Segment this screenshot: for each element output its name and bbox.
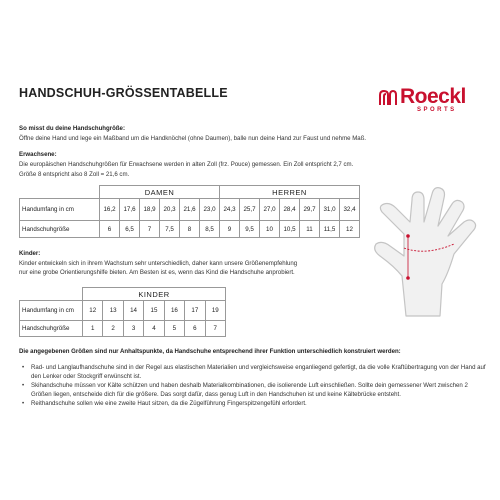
size-cell: 9 [220,221,240,238]
size-cell: 8 [180,221,200,238]
size-cell: 8,5 [200,221,220,238]
measure-heading: So misst du deine Handschuhgröße: [19,125,125,132]
size-cell: 12 [340,221,360,238]
circumference-cell: 18,9 [140,199,160,221]
measure-text: Öffne deine Hand und lege ein Maßband um die Handknöchel (ohne Daumen), balle nun deine Hand zur Faust und nehme Maß. [19,135,367,142]
circumference-cell: 20,3 [160,199,180,221]
kids-size-cell: 7 [205,321,225,337]
brand-logo [378,85,488,121]
men-header: HERREN [220,186,360,199]
list-item: • Reithandschuhe sollen wie eine zweite Haut sitzen, da die Zügelführung Fingerspitzengefühl erfordert. [19,400,489,409]
kids-size-cell: 2 [103,321,123,337]
kids-size-cell: 3 [123,321,143,337]
kids-circumference-cell: 16 [164,301,184,321]
circumference-label: Handumfang in cm [20,199,100,221]
size-cell: 10 [260,221,280,238]
logo-wordmark: Roeckl [400,85,466,108]
kids-size-cell: 4 [144,321,164,337]
hand-measure-illustration [368,178,496,318]
size-cell: 11 [300,221,320,238]
logo-mark-icon [378,89,398,107]
size-cell: 7 [140,221,160,238]
kids-circumference-cell: 19 [205,301,225,321]
circumference-cell: 21,6 [180,199,200,221]
size-cell: 6,5 [120,221,140,238]
notes-list [19,364,489,410]
size-cell: 11,5 [320,221,340,238]
size-cell: 10,5 [280,221,300,238]
kids-size-cell: 5 [164,321,184,337]
size-cell: 7,5 [160,221,180,238]
kids-circumference-cell: 15 [144,301,164,321]
circumference-cell: 25,7 [240,199,260,221]
kids-circumference-cell: 17 [185,301,205,321]
adults-text-1: Die europäischen Handschuhgrößen für Erwachsene werden in alten Zoll (frz. Pouce) gemessen. Ein Zoll entspricht 2,7 cm. [19,161,354,168]
women-header: DAMEN [100,186,220,199]
kids-circumference-cell: 12 [83,301,103,321]
circumference-cell: 28,4 [280,199,300,221]
page-title: HANDSCHUH-GRÖSSENTABELLE [19,86,228,100]
kids-header: KINDER [83,288,226,301]
kids-text-1: Kinder entwickeln sich in ihrem Wachstum sehr unterschiedlich, daher kann unsere Größenempfehlung [19,260,298,267]
circumference-cell: 27,0 [260,199,280,221]
list-item: • Skihandschuhe müssen vor Kälte schützen und haben deshalb Materialkombinationen, die isolierende Luft einschließen. Sollte dein gemessener Wert zwischen 2 Größen liegen, entscheide dich für die größere. Das sorgt dafür, dass genug Luft in den Handschuhen ist und keine Kältebrücke entsteht. [19,382,489,399]
kids-size-label: Handschuhgröße [20,321,83,337]
logo-subtitle: SPORTS [417,107,457,113]
adults-heading: Erwachsene: [19,151,57,158]
circumference-cell: 32,4 [340,199,360,221]
size-cell: 9,5 [240,221,260,238]
circumference-cell: 24,3 [220,199,240,221]
circumference-cell: 16,2 [100,199,120,221]
circumference-cell: 29,7 [300,199,320,221]
kids-size-table [19,287,226,337]
list-item: • Rad- und Langlaufhandschuhe sind in der Regel aus elastischen Materialien und vergleichsweise enganliegend gefertigt, da die volle Kraftübertragung von der Hand auf den Lenker oder Stockgriff erwünscht ist. [19,364,489,381]
circumference-cell: 23,0 [200,199,220,221]
kids-size-cell: 6 [185,321,205,337]
kids-heading: Kinder: [19,250,41,257]
circumference-cell: 17,6 [120,199,140,221]
kids-circumference-cell: 14 [123,301,143,321]
kids-size-cell: 1 [83,321,103,337]
adults-text-2: Größe 8 entspricht also 8 Zoll = 21,6 cm. [19,171,130,178]
kids-circumference-cell: 13 [103,301,123,321]
notes-heading: Die angegebenen Größen sind nur Anhaltspunkte, da Handschuhe entsprechend ihrer Funktion unterschiedlich konstruiert werden: [19,348,401,355]
size-cell: 6 [100,221,120,238]
circumference-cell: 31,0 [320,199,340,221]
kids-circumference-label: Handumfang in cm [20,301,83,321]
size-label: Handschuhgröße [20,221,100,238]
adult-size-table [19,185,360,238]
kids-text-2: nur eine grobe Orientierungshilfe bieten. Am Besten ist es, wenn das Kind die Handschuhe anprobiert. [19,269,295,276]
